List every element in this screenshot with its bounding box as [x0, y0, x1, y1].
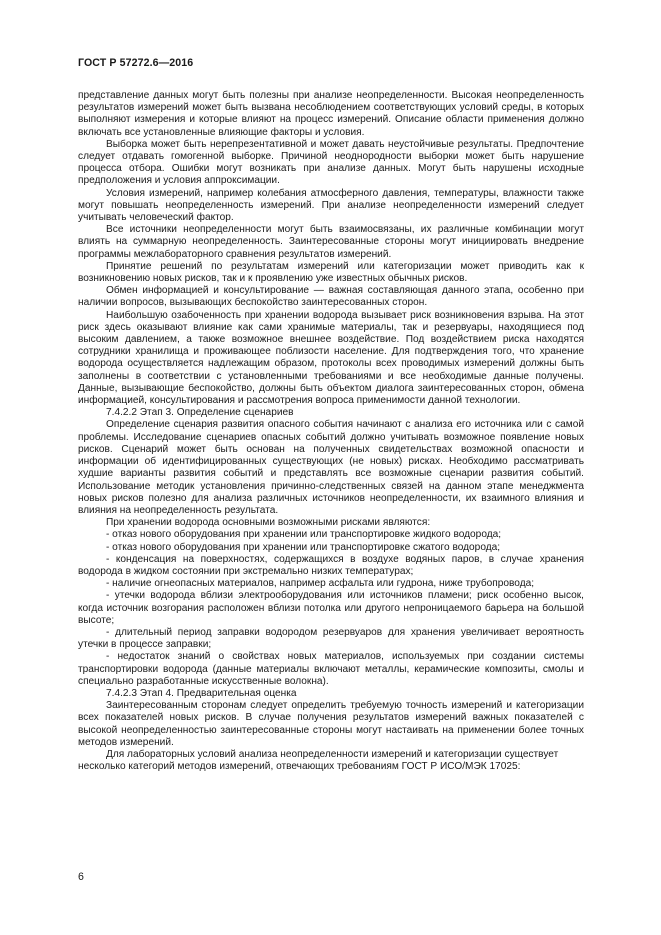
- paragraph: Для лабораторных условий анализа неопределенности измерений и категоризации существует несколько категорий методов измерений, отвечающих требованиям ГОСТ Р ИСО/МЭК 17025:: [78, 748, 559, 773]
- list-item: - недостаток знаний о свойствах новых материалов, используемых при создании системы транспортировки водорода (данные материалы включают металлы, керамические композиты, смолы и специально разработанные искусственные волокна).: [78, 651, 584, 687]
- list-item: - конденсация на поверхностях, содержащихся в воздухе водяных паров, в случае хранения водорода в жидком состоянии при экстремально низких температурах;: [78, 553, 584, 577]
- document-body: [78, 90, 584, 773]
- paragraph: Выборка может быть нерепрезентативной и может давать неустойчивые результаты. Предпочтение следует отдавать гомогенной выборке. Причиной неоднородности выборки может быть нарушение процесса отбора. Ошибки могут возникать при анализе данных. Могут быть нарушены исходные предположения и условия аппроксимации.: [78, 138, 584, 187]
- paragraph: Определение сценария развития опасного события начинают с анализа его источника или с самой проблемы. Исследование сценариев опасных событий должно учитывать возможное появление новых рисков. Сценарий может быть основан на полученных свидетельствах возможной опасности и информации об идентифицированных существующих (не новых) рисках. Необходимо рассматривать худшие варианты развития событий и представлять все возможные сценарии развития событий. Использование методик установления причинно-следственных связей на данном этапе менеджмента новых рисков полезно для анализа различных источников неопределенности, их взаимного влияния и влияния на неопределенность результата.: [78, 419, 584, 516]
- paragraph: Наибольшую озабоченность при хранении водорода вызывает риск возникновения взрыва. На этот риск здесь оказывают влияние как сами хранимые материалы, так и резервуары, находящиеся под высоким давлением, а также возможное внешнее воздействие. Под воздействием риска находятся сотрудники хранилища и проживающее поблизости население. Для подтверждения того, что хранение водорода осуществляется надлежащим образом, протоколы всех проводимых измерений должны быть заполнены в соответствии с установленными требованиями и все необходимые данные получены. Данные, вызывающие беспокойство, должны быть объектом диалога заинтересованных сторон, обмена информацией, консультирования и рассмотрения вопроса применимости данной технологии.: [78, 309, 584, 407]
- paragraph: Заинтересованным сторонам следует определить требуемую точность измерений и категоризации всех показателей новых рисков. В случае получения результатов измерений важных показателей с высокой неопределенностью заинтересованные стороны могут настаивать на применении более точных методов измерений.: [78, 700, 584, 748]
- list-item: - отказ нового оборудования при хранении или транспортировке сжатого водорода;: [106, 541, 501, 553]
- list-item: - наличие огнеопасных материалов, например асфальта или гудрона, ниже трубопровода;: [106, 578, 535, 590]
- paragraph: Условия измерений, например колебания атмосферного давления, температуры, влажности также могут повышать неопределенность измерений. При анализе неопределенности измерений следует учитывать человеческий фактор.: [78, 187, 584, 224]
- page-number: 6: [78, 871, 84, 883]
- paragraph: представление данных могут быть полезны при анализе неопределенности. Высокая неопределенность результатов измерений может быть вызвана несоблюдением соответствующих условий среды, в которых выполняют измерения и которые влияют на процесс измерений. Описание области применения должно включать все установленные влияющие факторы и условия.: [78, 90, 584, 138]
- paragraph: Принятие решений по результатам измерений или категоризации может приводить как к возникновению новых рисков, так и к проявлению уже известных обычных рисков.: [78, 260, 584, 285]
- list-item: - отказ нового оборудования при хранении или транспортировке жидкого водорода;: [106, 529, 502, 541]
- document-header: ГОСТ Р 57272.6—2016: [78, 57, 194, 69]
- section-heading: 7.4.2.3 Этап 4. Предварительная оценка: [106, 687, 297, 699]
- section-heading: 7.4.2.2 Этап 3. Определение сценариев: [106, 407, 294, 419]
- paragraph: Все источники неопределенности могут быть взаимосвязаны, их различные комбинации могут влиять на суммарную неопределенность. Заинтересованные стороны могут инициировать внедрение программы межлабораторного сравнения результатов измерений.: [78, 224, 584, 260]
- paragraph: При хранении водорода основными возможными рисками являются:: [106, 517, 431, 529]
- list-item: - утечки водорода вблизи электрооборудования или источников пламени; риск особенно высок, когда источник возгорания расположен вблизи потолка или другого непроницаемого барьера на большой высоте;: [78, 590, 584, 626]
- paragraph: Обмен информацией и консультирование — важная составляющая данного этапа, особенно при наличии вопросов, вызывающих беспокойство заинтересованных сторон.: [78, 285, 584, 309]
- list-item: - длительный период заправки водородом резервуаров для хранения увеличивает вероятность утечки в процессе заправки;: [78, 626, 584, 651]
